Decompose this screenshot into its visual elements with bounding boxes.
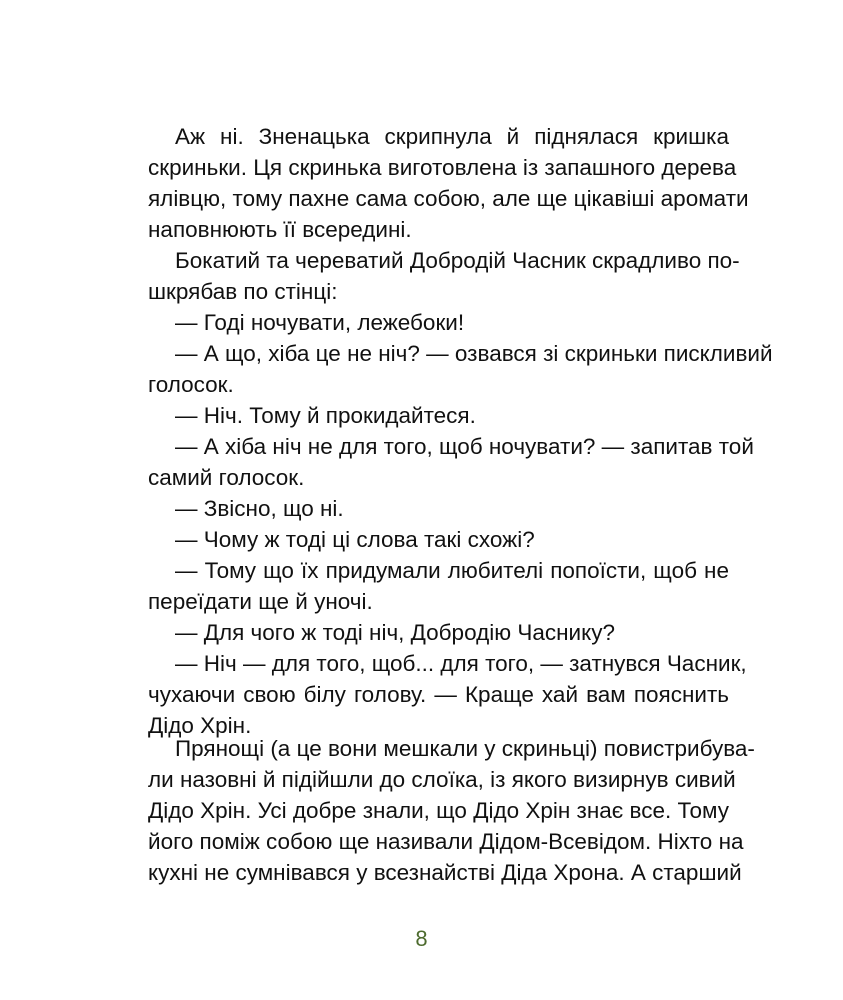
dialogue-line: — Ніч — для того, щоб... для того, — затнувся Часник,: [175, 651, 747, 676]
paragraph-line: його поміж собою ще називали Дідом-Всевідом. Ніхто на: [148, 829, 744, 854]
dialogue-line: чухаючи свою білу голову. — Краще хай вам пояснить: [148, 682, 729, 707]
paragraph-line: Бокатий та череватий Добродій Часник скрадливо по-: [175, 248, 740, 273]
dialogue-line: — Чому ж тоді ці слова такі схожі?: [175, 527, 535, 552]
paragraph-line: наповнюють її всередині.: [148, 217, 412, 242]
text-section-top: [148, 121, 773, 741]
dialogue-line: самий голосок.: [148, 465, 305, 490]
dialogue-line: — А що, хіба це не ніч? — озвався зі скриньки пискливий: [175, 341, 773, 366]
dialogue-line: — Тому що їх придумали любителі попоїсти, щоб не: [175, 558, 729, 583]
paragraph-line: ялівцю, тому пахне сама собою, але ще цікавіші аромати: [148, 186, 749, 211]
dialogue-line: — Для чого ж тоді ніч, Добродію Часнику?: [175, 620, 615, 645]
dialogue-line: переїдати ще й уночі.: [148, 589, 373, 614]
dialogue-line: Дідо Хрін.: [148, 713, 252, 738]
dialogue-line: — Звісно, що ні.: [175, 496, 344, 521]
paragraph-line: скриньки. Ця скринька виготовлена із запашного дерева: [148, 155, 737, 180]
paragraph-line: Аж ні. Зненацька скрипнула й піднялася кришка: [175, 124, 729, 149]
text-section-bottom: [148, 733, 755, 888]
dialogue-line: — Ніч. Тому й прокидайтеся.: [175, 403, 476, 428]
paragraph-line: шкрябав по стінці:: [148, 279, 338, 304]
dialogue-line: голосок.: [148, 372, 234, 397]
paragraph-line: Дідо Хрін. Усі добре знали, що Дідо Хрін знає все. Тому: [148, 798, 729, 823]
dialogue-line: — А хіба ніч не для того, щоб ночувати? — запитав той: [175, 434, 754, 459]
paragraph-line: кухні не сумнівався у всезнайстві Діда Хрона. А старший: [148, 860, 742, 885]
paragraph-line: Прянощі (а це вони мешкали у скриньці) повистрибува-: [175, 736, 755, 761]
page-number: 8: [415, 926, 428, 951]
paragraph-line: ли назовні й підійшли до слоїка, із якого визирнув сивий: [148, 767, 736, 792]
dialogue-line: — Годі ночувати, лежебоки!: [175, 310, 465, 335]
